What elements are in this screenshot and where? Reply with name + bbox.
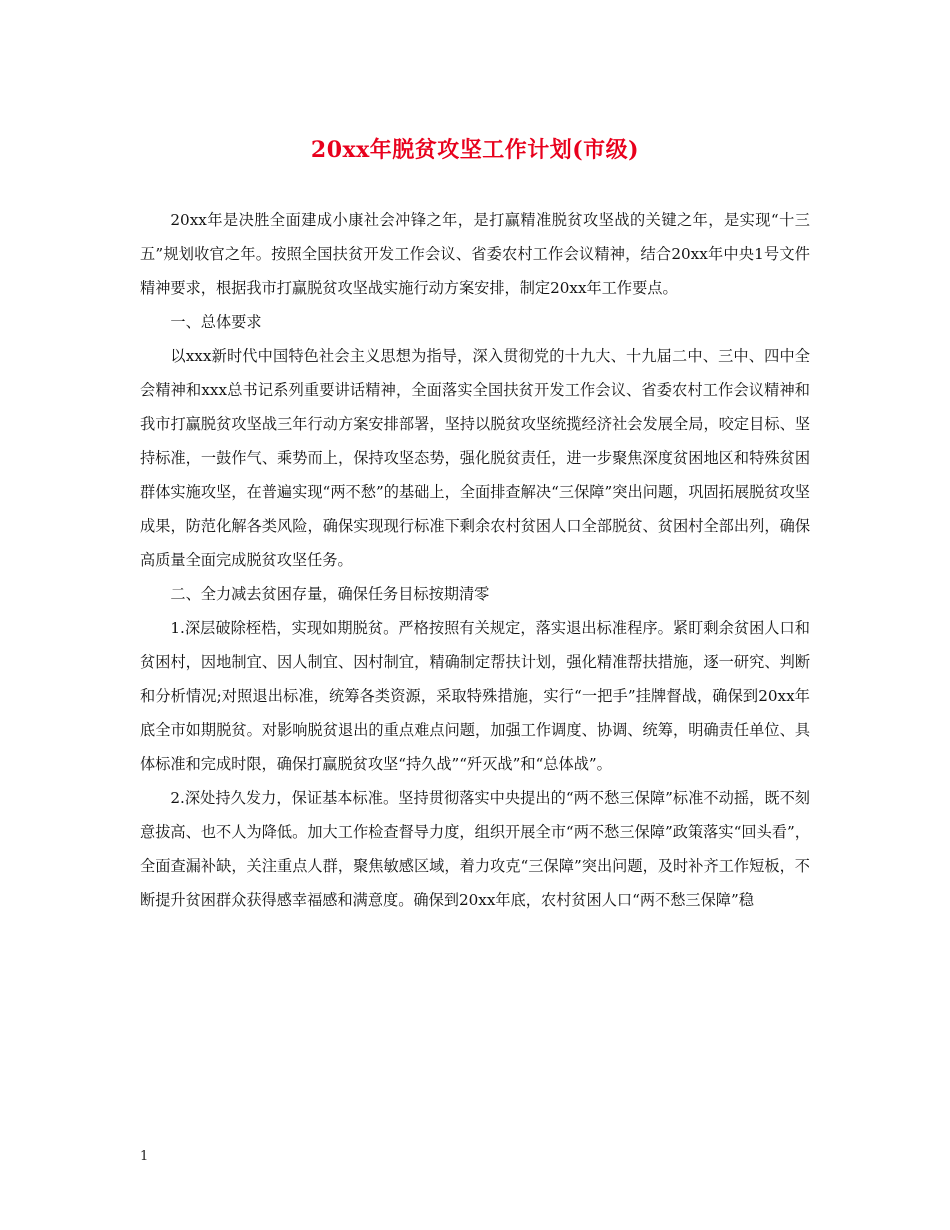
document-title: 20xx年脱贫攻坚工作计划(市级) <box>310 137 640 163</box>
heading-general-requirements: 一、总体要求 <box>170 313 262 331</box>
paragraph-item-2: 2.深处持久发力，保证基本标准。坚持贯彻落实中央提出的“两不愁三保障”标准不动摇，既不刻意拔高、也不人为降低。加大工作检查督导力度，组织开展全市“两不愁三保障”政策落实“回头看”，全面查漏补缺，关注重点人群，聚焦敏感区域，着力攻克“三保障”突出问题，及时补齐工作短板，不断提升贫困群众获得感幸福感和满意度。确保到20xx年底，农村贫困人口“两不愁三保障”稳 <box>140 789 810 909</box>
paragraph-general-requirements: 以xxx新时代中国特色社会主义思想为指导，深入贯彻党的十九大、十九届二中、三中、四中全会精神和xxx总书记系列重要讲话精神，全面落实全国扶贫开发工作会议、省委农村工作会议精神和我市打赢脱贫攻坚战三年行动方案安排部署，坚持以脱贫攻坚统揽经济社会发展全局，咬定目标、坚持标准，一鼓作气、乘势而上，保持攻坚态势，强化脱贫责任，进一步聚焦深度贫困地区和特殊贫困群体实施攻坚，在普遍实现“两不愁”的基础上，全面排查解决“三保障”突出问题，巩固拓展脱贫攻坚成果，防范化解各类风险，确保实现现行标准下剩余农村贫困人口全部脱贫、贫困村全部出列，确保高质量全面完成脱贫攻坚任务。 <box>140 347 810 569</box>
paragraph-item-1: 1.深层破除桎梏，实现如期脱贫。严格按照有关规定，落实退出标准程序。紧盯剩余贫困人口和贫困村，因地制宜、因人制宜、因村制宜，精确制定帮扶计划，强化精准帮扶措施，逐一研究、判断和分析情况;对照退出标准，统筹各类资源，采取特殊措施，实行“一把手”挂牌督战，确保到20xx年底全市如期脱贫。对影响脱贫退出的重点难点问题，加强工作调度、协调、统筹，明确责任单位、具体标准和完成时限，确保打赢脱贫攻坚“持久战”“歼灭战”和“总体战”。 <box>140 619 810 773</box>
page-number: 1 <box>140 1149 149 1164</box>
document-body <box>140 203 810 917</box>
paragraph-intro: 20xx年是决胜全面建成小康社会冲锋之年，是打赢精准脱贫攻坚战的关键之年，是实现“十三五”规划收官之年。按照全国扶贫开发工作会议、省委农村工作会议精神，结合20xx年中央1号文件精神要求，根据我市打赢脱贫攻坚战实施行动方案安排，制定20xx年工作要点。 <box>140 211 810 297</box>
heading-section-two: 二、全力减去贫困存量，确保任务目标按期清零 <box>170 585 490 603</box>
